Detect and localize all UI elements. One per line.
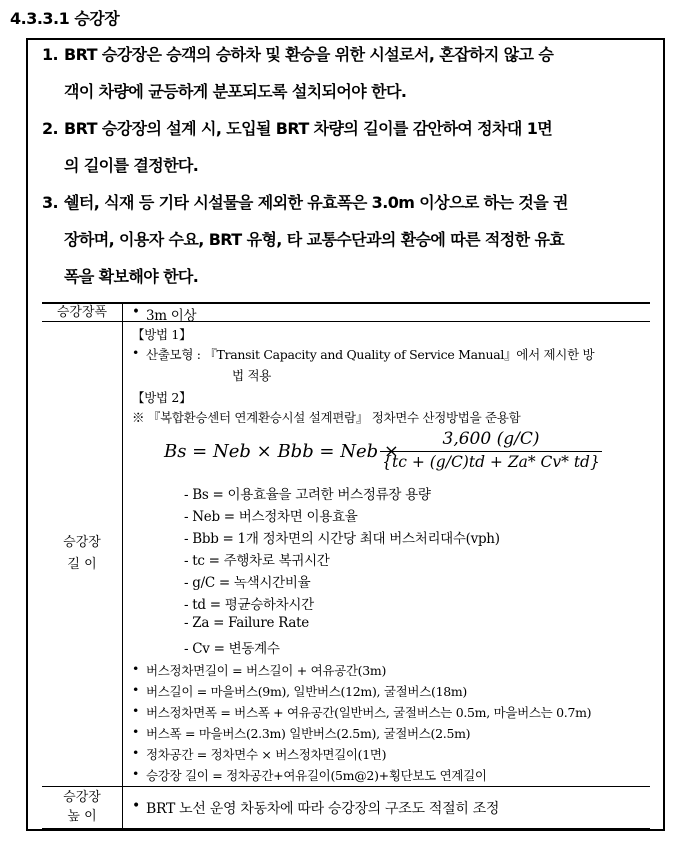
definition-item: - Bs = 이용효율을 고려한 버스정류장 용량 xyxy=(184,487,431,503)
method-2-title: 【방법 2】 xyxy=(132,390,192,405)
bullet-item: • 버스정차면폭 = 버스폭 + 여유공간(일반버스, 굴절버스는 0.5m, 마을버스는 0.7m) xyxy=(146,703,591,721)
bullet-item: • 버스길이 = 마을버스(9m), 일반버스(12m), 굴절버스(18m) xyxy=(146,682,467,700)
rule-number: 2. xyxy=(42,119,59,138)
formula-numerator: 3,600 (g/C) xyxy=(442,429,540,449)
table-column-divider xyxy=(122,302,123,829)
row-label-width: 승강장폭 xyxy=(56,305,108,320)
formula-fraction-bar xyxy=(380,451,602,452)
table-bottom-border xyxy=(42,828,650,829)
row-label-length-1: 승강장 xyxy=(63,535,101,550)
rule-number: 1. xyxy=(42,45,59,64)
table-row-divider xyxy=(42,786,650,787)
rule-line: 쉘터, 식재 등 기타 시설물을 제외한 유효폭은 3.0m 이상으로 하는 것을 권 xyxy=(64,193,568,212)
rule-line: 의 길이를 결정한다. xyxy=(64,156,199,175)
method-2-note: ※ 『복합환승센터 연계환승시설 설계편람』 정차면수 산정방법을 준용함 xyxy=(132,410,521,425)
definition-item: - td = 평균승하차시간 xyxy=(184,597,314,613)
definition-item: - Za = Failure Rate xyxy=(184,615,309,631)
bullet-item: • 승강장 길이 = 정차공간+여유길이(5m@2)+횡단보도 연계길이 xyxy=(146,766,487,784)
formula-denominator: {tc + (g/C)td + Za* Cv* td} xyxy=(382,453,600,471)
rule-line: 객이 차량에 균등하게 분포되도록 설치되어야 한다. xyxy=(64,82,407,101)
method-1-title: 【방법 1】 xyxy=(132,327,192,342)
rule-line: 장하며, 이용자 수요, BRT 유형, 타 교통수단과의 환승에 따른 적정한 유효 xyxy=(64,230,565,249)
bullet-item: • 버스정차면길이 = 버스길이 + 여유공간(3m) xyxy=(146,661,386,679)
definition-item: - Neb = 버스정차면 이용효율 xyxy=(184,509,358,525)
formula-lhs: Bs = Neb × Bbb = Neb × xyxy=(164,441,399,462)
definition-item: - g/C = 녹색시간비율 xyxy=(184,575,311,591)
bullet-item: • 버스폭 = 마을버스(2.3m) 일반버스(2.5m), 굴절버스(2.5m) xyxy=(146,724,470,742)
rule-number: 3. xyxy=(42,193,59,212)
row-label-height-1: 승강장 xyxy=(63,790,101,805)
row-label-height-2: 높 이 xyxy=(67,809,97,824)
row-value-width: • 3m 이상 xyxy=(146,304,196,324)
definition-item: - Bbb = 1개 정차면의 시간당 최대 버스처리대수(vph) xyxy=(184,531,500,547)
table-row-divider xyxy=(42,321,650,322)
definition-item: - Cv = 변동계수 xyxy=(184,641,280,657)
spec-table xyxy=(42,302,650,829)
definition-item: - tc = 주행차로 복귀시간 xyxy=(184,553,330,569)
rule-line: BRT 승강장은 승객의 승하차 및 환승을 위한 시설로서, 혼잡하지 않고 승 xyxy=(64,45,554,64)
method-1-text: • 산출모형 : 『Transit Capacity and Quality of Service Manual』에서 제시한 방 xyxy=(146,345,594,363)
row-value-height: • BRT 노선 운영 차동차에 따라 승강장의 구조도 적절히 조정 xyxy=(146,798,499,818)
method-1-text-cont: 법 적용 xyxy=(232,368,271,383)
section-title: 4.3.3.1 승강장 xyxy=(10,9,120,28)
bullet-item: • 정차공간 = 정차면수 × 버스정차면길이(1면) xyxy=(146,745,386,763)
rule-line: 폭을 확보해야 한다. xyxy=(64,267,199,286)
rule-line: BRT 승강장의 설계 시, 도입될 BRT 차량의 길이를 감안하여 정차대 1면 xyxy=(64,119,553,138)
row-label-length-2: 길 이 xyxy=(67,557,97,572)
